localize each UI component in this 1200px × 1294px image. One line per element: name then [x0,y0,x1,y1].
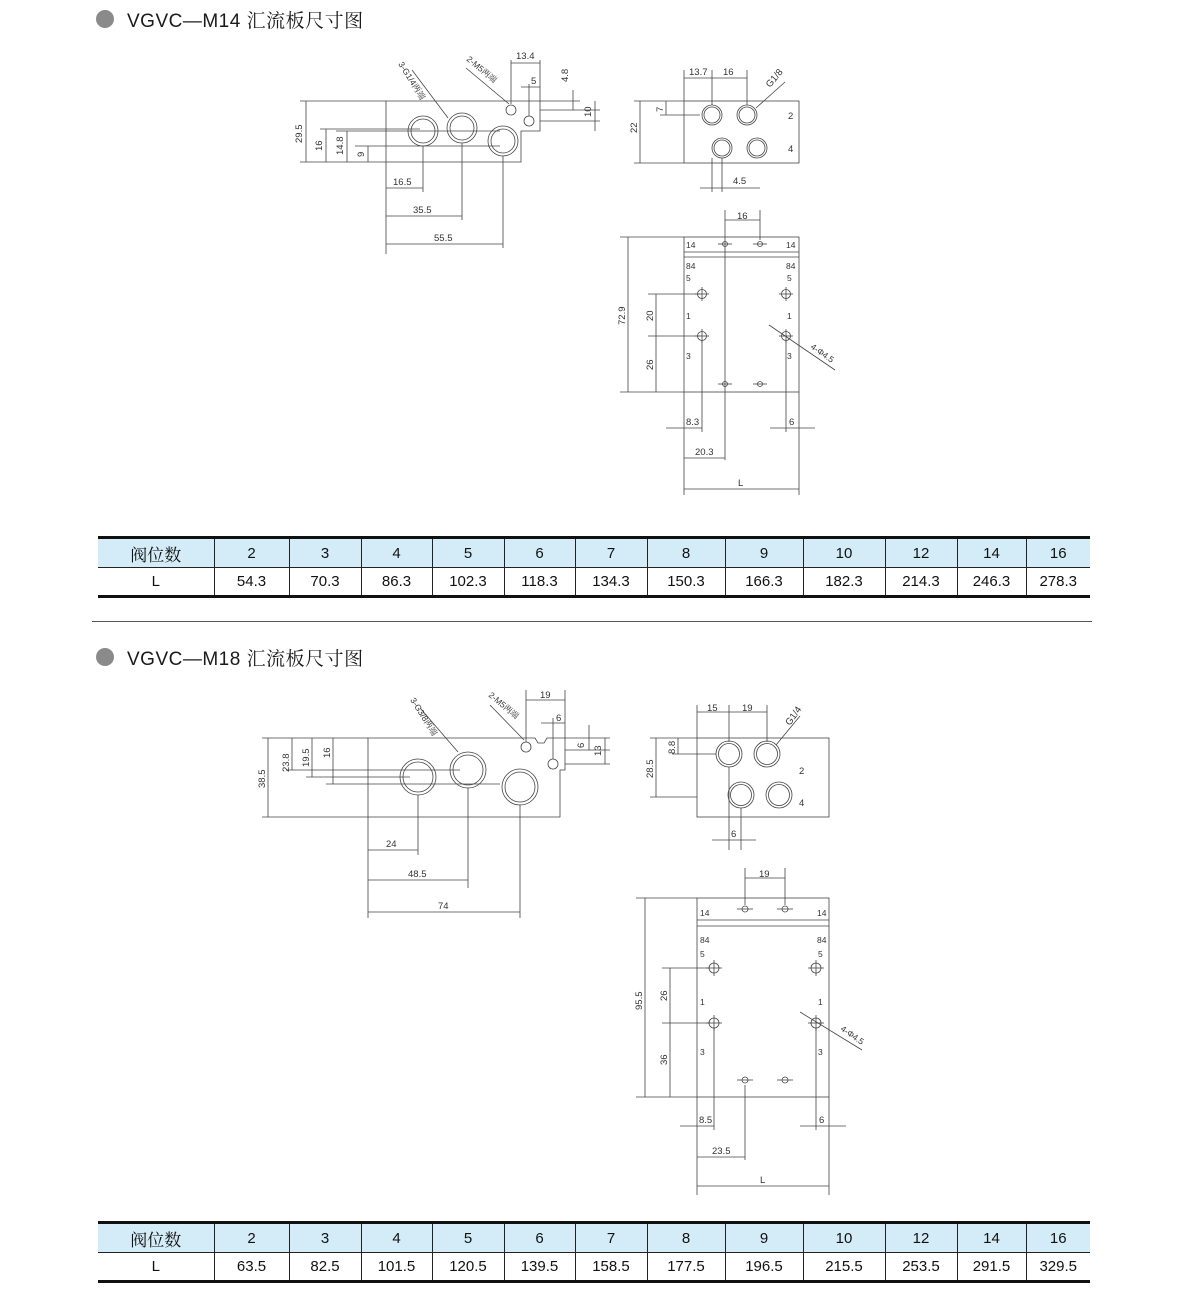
table-cell: 3 [289,538,361,568]
section-1-title: VGVC—M14 汇流板尺寸图 [127,10,364,32]
dim-label: 8.8 [667,740,678,754]
table-cell: 102.3 [432,568,504,597]
dim-label: 7 [655,106,666,112]
dim-label: 48.5 [408,869,427,880]
table-cell: 12 [885,1223,957,1253]
port-label: 5 [818,949,823,959]
table-cell: 9 [725,538,803,568]
port-label: 3 [818,1047,823,1057]
port-label: 5 [686,273,691,283]
port-label: 14 [700,908,710,918]
dim-label: 13.4 [516,51,535,62]
table-cell: 9 [725,1223,803,1253]
table-row [98,1253,1090,1282]
table-cell: 10 [803,538,885,568]
dim-label: 15 [707,703,718,714]
m18-spec-table [98,1221,1090,1283]
dim-label: 26 [659,990,670,1001]
dim-label: 2 [799,766,805,777]
port-label: 3 [686,351,691,361]
dim-label: 4.5 [733,176,747,187]
table-cell: 8 [647,1223,725,1253]
dim-label: 72.9 [617,306,628,325]
dim-label: 28.5 [645,759,656,778]
table-cell: 14 [957,538,1026,568]
dim-label: 2-M5两端 [464,53,500,85]
dim-label: 9 [356,151,367,157]
table-cell: 278.3 [1026,568,1090,597]
table-cell: 101.5 [361,1253,432,1282]
table-cell: L [98,568,214,597]
m5-hole [524,116,534,126]
dim-label: 3-G1/4两端 [396,59,428,102]
dim-label: 6 [789,417,795,428]
table-cell: 139.5 [504,1253,575,1282]
dim-label: 19 [759,869,770,880]
dim-label: 19.5 [301,748,312,767]
table-cell: 4 [361,538,432,568]
table-cell: 70.3 [289,568,361,597]
table-cell: 16 [1026,538,1090,568]
dim-label: 55.5 [434,233,453,244]
dim-label: 13.7 [689,67,708,78]
table-cell: 阀位数 [98,1223,214,1253]
dim-label: 35.5 [413,205,432,216]
table-cell: 2 [214,538,289,568]
table-cell: 118.3 [504,568,575,597]
table-cell: 8 [647,538,725,568]
dim-label: 19 [540,690,551,701]
table-cell: 10 [803,1223,885,1253]
table-cell: 阀位数 [98,538,214,568]
dim-label: 20 [645,310,656,321]
table-cell: 291.5 [957,1253,1026,1282]
table-cell: 150.3 [647,568,725,597]
m18-side-view [257,690,610,918]
dim-label: 16 [314,140,325,151]
table-cell: 16 [1026,1223,1090,1253]
dim-label: 4 [788,144,794,155]
dim-label: 6 [731,829,737,840]
dim-label: 23.8 [281,753,292,772]
dim-label: 26 [645,359,656,370]
port-circle [447,113,477,143]
table-cell: 7 [575,1223,647,1253]
port-label: 5 [787,273,792,283]
dim-label: 8.5 [699,1115,713,1126]
port-label: 5 [700,949,705,959]
table-cell: 54.3 [214,568,289,597]
table-header-row [98,1223,1090,1253]
port-label: 84 [686,261,696,271]
dim-label: 6 [576,742,587,748]
dim-label: L [738,478,744,489]
table-cell: 5 [432,538,504,568]
port-label: 1 [787,311,792,321]
dim-label: G1/8 [763,67,786,90]
dim-label: 3-G3/8两端 [408,695,440,738]
section-divider [92,621,1092,622]
table-cell: L [98,1253,214,1282]
table-cell: 182.3 [803,568,885,597]
port-label: 1 [700,997,705,1007]
table-cell: 86.3 [361,568,432,597]
m14-top-view [617,210,836,495]
bullet-icon [96,648,114,666]
dim-label: 5 [531,76,537,87]
dim-label: 6 [819,1115,825,1126]
section-2-title: VGVC—M18 汇流板尺寸图 [127,648,364,670]
table-cell: 158.5 [575,1253,647,1282]
dim-label: 4-Φ4.5 [838,1023,867,1047]
table-cell: 177.5 [647,1253,725,1282]
dim-label: 16 [322,747,333,758]
dim-label: 16.5 [393,177,412,188]
port-label: 1 [818,997,823,1007]
m18-drawings [0,680,1200,1200]
port-label: 3 [787,351,792,361]
dim-label: 16 [737,211,748,222]
dim-label: 38.5 [257,769,268,788]
m14-end-view [629,67,799,192]
port-label: 84 [786,261,796,271]
table-cell: 329.5 [1026,1253,1090,1282]
dim-label: 2 [788,111,794,122]
dim-label: 24 [386,839,397,850]
table-cell: 134.3 [575,568,647,597]
dim-label: 23.5 [712,1146,731,1157]
section-2-heading [96,643,364,671]
table-cell: 63.5 [214,1253,289,1282]
port-label: 14 [817,908,827,918]
dim-label: 4.8 [560,68,571,82]
table-cell: 12 [885,538,957,568]
dim-label: 16 [723,67,734,78]
dim-label: 36 [659,1054,670,1065]
dim-label: G1/4 [783,704,805,728]
m14-drawings [0,0,1200,520]
port-label: 14 [686,240,696,250]
dim-label: 13 [593,745,604,756]
dim-label: 29.5 [294,124,305,143]
table-cell: 7 [575,538,647,568]
dim-label: 20.3 [695,447,714,458]
dim-label: 74 [438,901,449,912]
m14-spec-table [98,536,1090,598]
table-cell: 253.5 [885,1253,957,1282]
dim-label: 14.8 [335,136,346,155]
dim-label: 8.3 [686,417,700,428]
table-cell: 6 [504,538,575,568]
port-circle [488,126,518,156]
dim-label: 4 [799,798,805,809]
table-cell: 214.3 [885,568,957,597]
port-label: 1 [686,311,691,321]
port-label: 84 [817,935,827,945]
port-label: 84 [700,935,710,945]
dim-label: 2-M5两端 [486,689,522,721]
dim-label: 19 [742,703,753,714]
port-label: 3 [700,1047,705,1057]
table-cell: 82.5 [289,1253,361,1282]
dim-label: 4-Φ4.5 [808,341,837,365]
table-cell: 6 [504,1223,575,1253]
table-cell: 196.5 [725,1253,803,1282]
m5-hole [506,105,516,115]
dim-label: 6 [556,713,562,724]
table-cell: 246.3 [957,568,1026,597]
table-cell: 14 [957,1223,1026,1253]
table-row [98,568,1090,597]
table-header-row [98,538,1090,568]
m18-top-view [634,868,866,1195]
table-cell: 4 [361,1223,432,1253]
table-cell: 166.3 [725,568,803,597]
m14-side-view [294,51,600,254]
dim-label: 95.5 [634,991,645,1010]
table-cell: 120.5 [432,1253,504,1282]
dim-label: L [760,1175,766,1186]
table-cell: 2 [214,1223,289,1253]
port-label: 14 [786,240,796,250]
table-cell: 5 [432,1223,504,1253]
table-cell: 215.5 [803,1253,885,1282]
m18-end-view [645,703,829,850]
dim-label: 22 [629,122,640,133]
table-cell: 3 [289,1223,361,1253]
dim-label: 10 [583,106,594,117]
